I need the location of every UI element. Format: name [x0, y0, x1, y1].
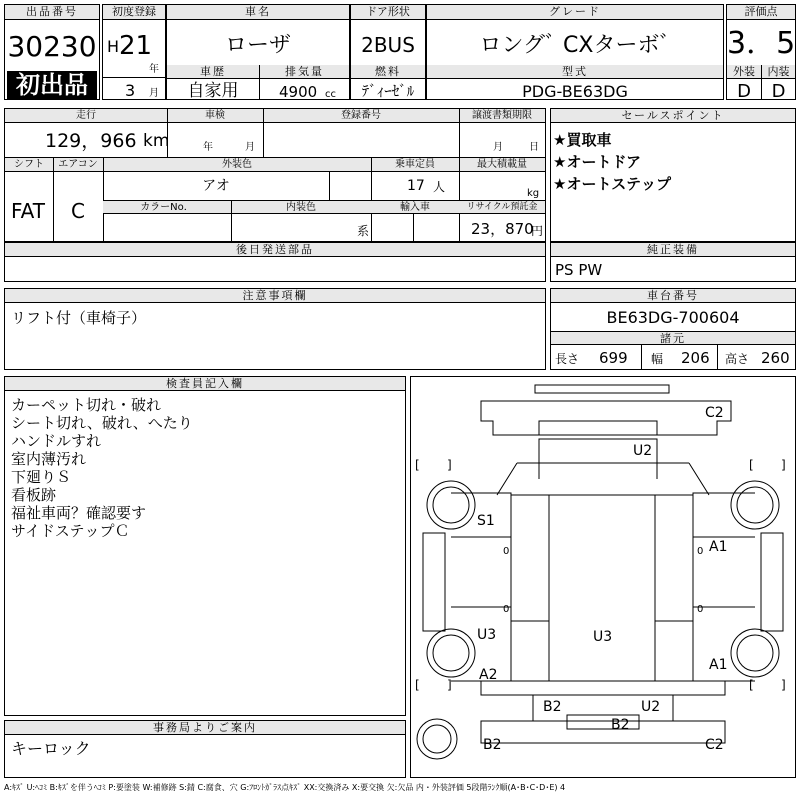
sales-points-box — [550, 108, 796, 242]
lot-number: 30230 — [7, 30, 97, 63]
door-box — [350, 4, 426, 100]
car-name-box — [166, 4, 350, 100]
svg-text:[: [ — [749, 678, 754, 692]
ac-value: C — [71, 199, 85, 223]
fuel: ﾃﾞｨｰｾﾞﾙ — [361, 82, 415, 100]
later-parts-label: 後日発送部品 — [5, 243, 545, 257]
inspector-line-6: 看板跡 — [11, 486, 57, 504]
damage-u3-left: U3 — [477, 627, 497, 643]
zero-mark: 0 — [503, 604, 510, 615]
model-code: PDG-BE63DG — [522, 82, 628, 101]
inspection-year-unit: 年 — [203, 142, 213, 153]
first-listing-badge: 初出品 — [7, 71, 97, 99]
inspection-month-unit: 月 — [245, 142, 255, 153]
ac-label: エアコン — [58, 159, 98, 170]
reg-year: 21 — [119, 31, 153, 61]
displacement-label: 排気量 — [260, 65, 349, 79]
zero-mark: 0 — [697, 546, 704, 557]
length-value: 699 — [599, 349, 628, 367]
damage-u3-center: U3 — [593, 629, 613, 645]
exterior-grade: D — [737, 81, 751, 102]
lot-number-box — [4, 4, 100, 100]
capacity-label: 乗車定員 — [395, 159, 435, 170]
transfer-label: 譲渡書類期限 — [472, 110, 532, 121]
sales-point-3: ★オートステップ — [553, 175, 671, 193]
damage-a1-upper: A1 — [709, 539, 728, 555]
transfer-day-unit: 日 — [529, 142, 539, 153]
inspector-line-1: カーペット切れ・破れ — [11, 396, 162, 414]
transfer-month-unit: 月 — [493, 142, 503, 153]
ext-color: アオ — [202, 178, 230, 194]
grade: ロングﾞ CXターボﾞ — [479, 33, 671, 58]
import-label: 輸入車 — [400, 202, 430, 213]
reg-no-label: 登録番号 — [341, 110, 381, 121]
shift-value: FAT — [11, 199, 46, 223]
sales-points-label: セールスポイント — [551, 109, 795, 123]
car-name-label: 車名 — [167, 5, 349, 20]
inspector-line-3: ハンドルすれ — [11, 432, 102, 450]
fuel-label: 燃料 — [351, 65, 425, 79]
first-registration-box — [102, 4, 166, 100]
zero-mark: 0 — [697, 604, 704, 615]
displacement-unit: cc — [325, 89, 336, 100]
inspector-line-8: サイドステップＣ — [11, 522, 130, 540]
shift-label: シフト — [14, 159, 44, 170]
recycle-unit: 円 — [531, 224, 544, 238]
mileage-unit: km — [143, 131, 170, 151]
later-parts-box — [4, 242, 546, 282]
sales-point-2: ★オートドア — [553, 153, 641, 171]
month-unit: 月 — [149, 88, 159, 99]
damage-b2-bottom: B2 — [483, 737, 502, 753]
era: H — [107, 37, 120, 56]
inspector-line-7: 福祉車両？確認要す — [11, 504, 147, 522]
capacity-unit: 人 — [433, 180, 446, 194]
ext-color-label: 外装色 — [222, 159, 252, 170]
zero-mark: 0 — [503, 546, 510, 557]
damage-c2-bottom: C2 — [705, 737, 724, 753]
int-color-suffix: 系 — [357, 224, 370, 238]
int-color-label: 内装色 — [286, 202, 316, 213]
inspector-line-2: シート切れ、破れ、へたり — [11, 414, 193, 432]
vehicle-outline — [411, 377, 795, 777]
exterior-label: 外装 — [727, 65, 761, 79]
inspector-line-4: 室内薄汚れ — [11, 450, 87, 468]
score-box — [726, 4, 796, 100]
width-label: 幅 — [651, 352, 664, 366]
car-name: ローザ — [224, 33, 291, 58]
svg-text:]: ] — [447, 458, 452, 472]
max-load-unit: kg — [527, 188, 540, 199]
office-label: 事務局よりご案内 — [5, 721, 405, 735]
recycle-amount: 23，870 — [471, 220, 534, 238]
svg-text:]: ] — [781, 458, 786, 472]
door-label: ドア形状 — [351, 5, 425, 20]
genuine-value: PS PW — [555, 261, 603, 279]
damage-a2: A2 — [479, 667, 498, 683]
displacement: 4900 — [279, 83, 318, 101]
color-no-label: カラーNo． — [140, 202, 194, 213]
details-grid — [4, 108, 546, 242]
mileage: 129，966 — [45, 130, 137, 152]
mileage-label: 走行 — [76, 110, 96, 121]
damage-c2-top: C2 — [705, 405, 724, 421]
damage-b2-center: B2 — [611, 717, 630, 733]
recycle-label: リサイクル預託金 — [466, 202, 538, 212]
interior-label: 内装 — [762, 65, 795, 79]
year-unit: 年 — [149, 64, 159, 75]
inspection-label: 車検 — [205, 110, 225, 121]
svg-text:[: [ — [415, 458, 420, 472]
spec-label: 諸元 — [551, 332, 795, 345]
interior-grade: D — [771, 81, 786, 102]
damage-b2-left: B2 — [543, 699, 562, 715]
model-label: 型式 — [427, 65, 723, 79]
notes-label: 注意事項欄 — [5, 289, 545, 303]
history-label: 車歴 — [167, 65, 259, 79]
height-label: 高さ — [725, 352, 750, 366]
office-notice-box — [4, 720, 406, 778]
damage-u2-bottom: U2 — [641, 699, 661, 715]
genuine-equipment-box — [550, 242, 796, 282]
inspector-notes-box — [4, 376, 406, 716]
damage-u2-top: U2 — [633, 443, 653, 459]
notes-box — [4, 288, 546, 370]
width-value: 206 — [681, 349, 710, 367]
svg-text:]: ] — [447, 678, 452, 692]
sales-point-1: ★買取車 — [553, 131, 612, 149]
max-load-label: 最大積載量 — [477, 159, 527, 170]
chassis-box — [550, 288, 796, 370]
score: 3．5 — [727, 26, 796, 61]
notes-value: リフト付（車椅子） — [11, 309, 147, 327]
reg-month: 3 — [125, 81, 136, 100]
inspector-label: 検査員記入欄 — [5, 377, 405, 391]
grade-label: グレード — [427, 5, 723, 20]
office-value: キーロック — [11, 739, 91, 758]
damage-diagram — [410, 376, 796, 778]
damage-s1: S1 — [477, 513, 495, 529]
capacity: 17 — [407, 178, 425, 194]
score-label: 評価点 — [727, 5, 795, 20]
lot-label: 出品番号 — [5, 5, 99, 20]
height-value: 260 — [761, 349, 790, 367]
damage-a1-lower: A1 — [709, 657, 728, 673]
grade-box — [426, 4, 724, 100]
history: 自家用 — [187, 81, 239, 101]
svg-text:[: [ — [749, 458, 754, 472]
inspector-line-5: 下廻りＳ — [11, 468, 72, 486]
chassis-label: 車台番号 — [551, 289, 795, 303]
first-reg-label: 初度登録 — [103, 5, 165, 20]
damage-legend: A:ｷｽﾞ U:ﾍｺﾐ B:ｷｽﾞを伴うﾍｺﾐ P:要塗装 W:補修跡 S:錆 C:腐食、穴 G:ﾌﾛﾝﾄｶﾞﾗｽ点ｷｽﾞ XX:交換済み X:要交換 欠:欠品 内・外装評価 5段階ﾗﾝｸ順(A･B･C･D･E) 4 — [4, 783, 566, 792]
genuine-label: 純正装備 — [551, 243, 795, 257]
door-type: 2BUS — [361, 33, 415, 57]
svg-text:[: [ — [415, 678, 420, 692]
length-label: 長さ — [555, 352, 580, 366]
chassis-number: BE63DG-700604 — [606, 308, 740, 327]
svg-text:]: ] — [781, 678, 786, 692]
